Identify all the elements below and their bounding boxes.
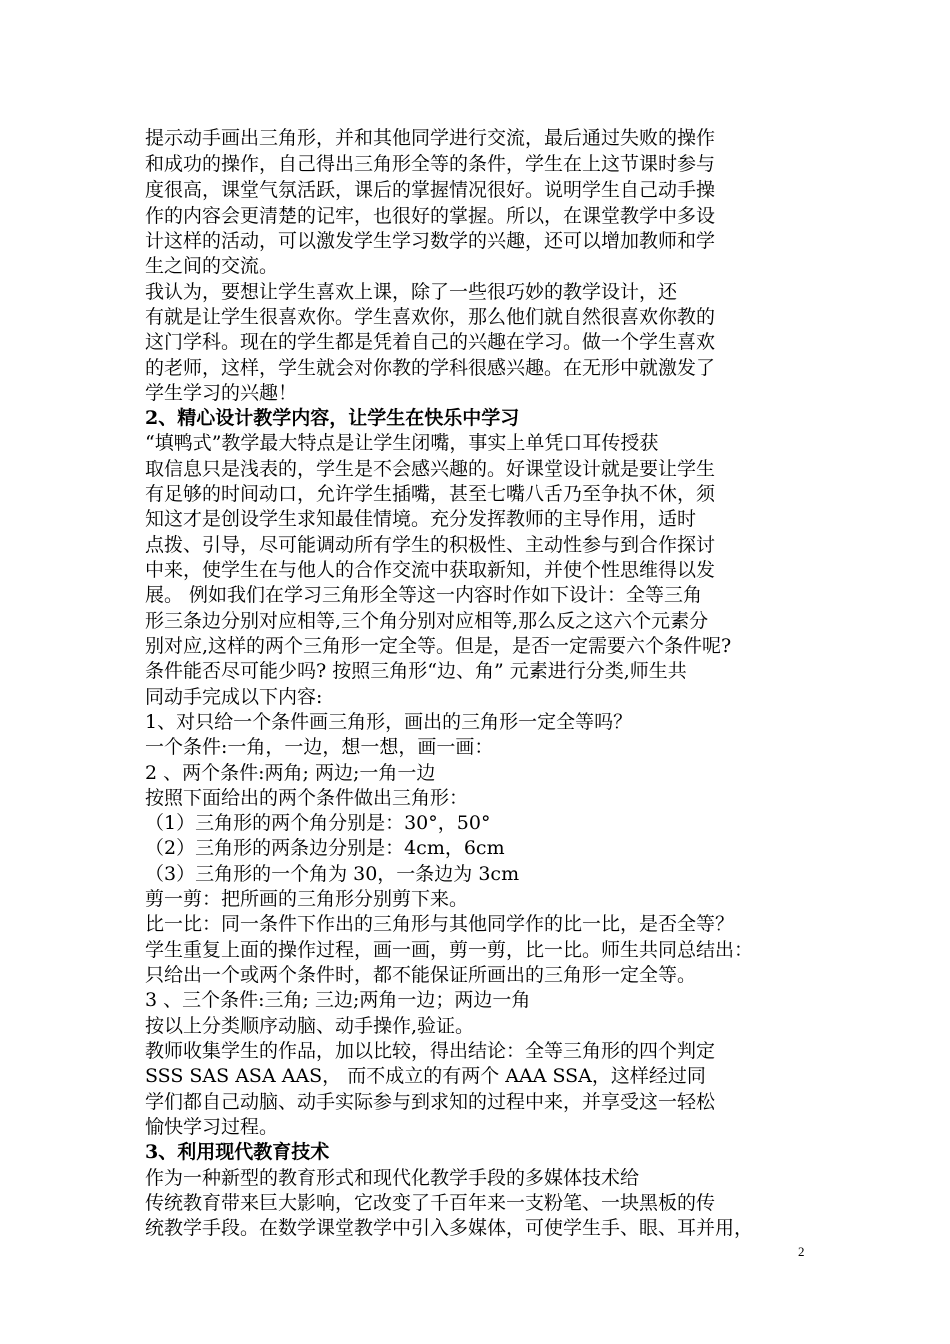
paragraph-line: 1、对只给一个条件画三角形，画出的三角形一定全等吗？: [145, 711, 633, 733]
paragraph-line: 剪一剪：把所画的三角形分别剪下来。: [145, 888, 469, 910]
paragraph-line: 教师收集学生的作品，加以比较，得出结论：全等三角形的四个判定: [145, 1040, 716, 1062]
paragraph-line: 按以上分类顺序动脑、动手操作,验证。: [145, 1015, 475, 1037]
section-heading-3: 3、利用现代教育技术: [145, 1141, 330, 1163]
paragraph-line: （2）三角形的两条边分别是：4cm，6cm: [145, 837, 505, 859]
paragraph-line: 同动手完成以下内容:: [145, 686, 323, 708]
paragraph-line: 作为一种新型的教育形式和现代化教学手段的多媒体技术给: [145, 1167, 640, 1189]
paragraph-line: 愉快学习过程。: [145, 1116, 279, 1138]
paragraph-line: 有足够的时间动口，允许学生插嘴，甚至七嘴八舌乃至争执不休，须: [145, 483, 716, 505]
paragraph-line: 提示动手画出三角形，并和其他同学进行交流，最后通过失败的操作: [145, 127, 716, 149]
paragraph-line: 有就是让学生很喜欢你。学生喜欢你，那么他们就自然很喜欢你教的: [145, 306, 716, 328]
paragraph-line: 只给出一个或两个条件时，都不能保证所画出的三角形一定全等。: [145, 964, 697, 986]
paragraph-line: “填鸭式”教学最大特点是让学生闭嘴，事实上单凭口耳传授获: [145, 432, 659, 454]
paragraph-line: 学生学习的兴趣！: [145, 382, 298, 404]
paragraph-line: 别对应,这样的两个三角形一定全等。但是，是否一定需要六个条件呢?: [145, 635, 732, 657]
paragraph-line: 我认为，要想让学生喜欢上课，除了一些很巧妙的教学设计，还: [145, 281, 678, 303]
paragraph-line: 中来，使学生在与他人的合作交流中获取新知，并使个性思维得以发: [145, 559, 716, 581]
paragraph-line: （3）三角形的一个角为 30，一条边为 3cm: [145, 863, 520, 885]
paragraph-line: 的老师，这样，学生就会对你教的学科很感兴趣。在无形中就激发了: [145, 357, 716, 379]
paragraph-line: 生之间的交流。: [145, 255, 279, 277]
paragraph-line: 形三条边分别对应相等,三个角分别对应相等,那么反之这六个元素分: [145, 610, 709, 632]
paragraph-line: 学生重复上面的操作过程，画一画，剪一剪，比一比。师生共同总结出：: [145, 939, 754, 961]
paragraph-line: 2 、两个条件:两角; 两边;一角一边: [145, 762, 436, 784]
paragraph-line: 和成功的操作，自己得出三角形全等的条件，学生在上这节课时参与: [145, 153, 716, 175]
paragraph-line: 这门学科。现在的学生都是凭着自己的兴趣在学习。做一个学生喜欢: [145, 331, 716, 353]
section-heading-2: 2、精心设计教学内容，让学生在快乐中学习: [145, 407, 520, 429]
paragraph-line: （1）三角形的两个角分别是：30°，50°: [145, 812, 491, 834]
paragraph-line: 传统教育带来巨大影响，它改变了千百年来一支粉笔、一块黑板的传: [145, 1192, 716, 1214]
paragraph-line: 展。 例如我们在学习三角形全等这一内容时作如下设计：全等三角: [145, 584, 703, 606]
paragraph-line: 比一比：同一条件下作出的三角形与其他同学作的比一比，是否全等？: [145, 913, 735, 935]
paragraph-line: 统教学手段。在数学课堂教学中引入多媒体，可使学生手、眼、耳并用，: [145, 1217, 754, 1239]
paragraph-line: 学们都自己动脑、动手实际参与到求知的过程中来，并享受这一轻松: [145, 1091, 716, 1113]
paragraph-line: 3 、三个条件:三角; 三边;两角一边；两边一角: [145, 989, 531, 1011]
paragraph-line: 作的内容会更清楚的记牢，也很好的掌握。所以，在课堂教学中多设: [145, 205, 716, 227]
paragraph-line: 条件能否尽可能少吗? 按照三角形“边、角” 元素进行分类,师生共: [145, 660, 687, 682]
paragraph-line: 点拨、引导，尽可能调动所有学生的积极性、主动性参与到合作探讨: [145, 534, 716, 556]
paragraph-line: 取信息只是浅表的，学生是不会感兴趣的。好课堂设计就是要让学生: [145, 458, 716, 480]
paragraph-line: 计这样的活动，可以激发学生学习数学的兴趣，还可以增加教师和学: [145, 230, 716, 252]
paragraph-line: 知这才是创设学生求知最佳情境。充分发挥教师的主导作用，适时: [145, 508, 697, 530]
paragraph-line: 度很高，课堂气氛活跃，课后的掌握情况很好。说明学生自己动手操: [145, 179, 716, 201]
page-number: 2: [798, 1244, 805, 1259]
paragraph-line: 按照下面给出的两个条件做出三角形：: [145, 787, 469, 809]
paragraph-line: 一个条件:一角，一边，想一想，画一画：: [145, 736, 494, 758]
paragraph-line: SSS SAS ASA AAS， 而不成立的有两个 AAA SSA，这样经过同: [145, 1065, 706, 1087]
